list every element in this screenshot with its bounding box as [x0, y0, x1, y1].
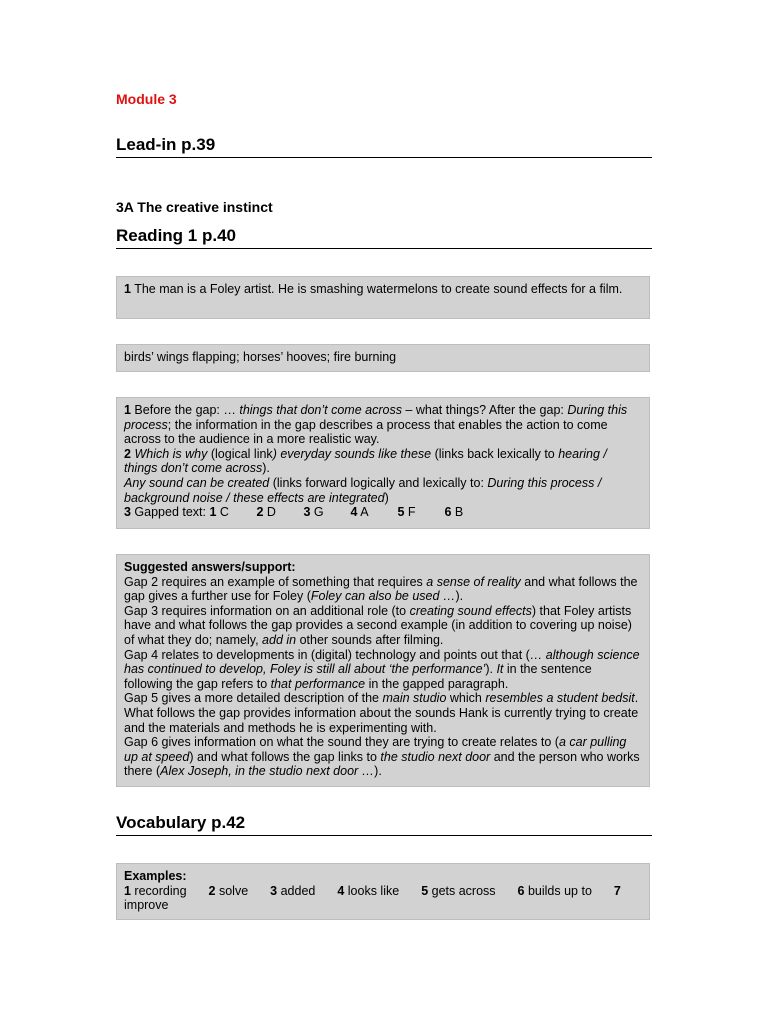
answer-box-4	[116, 554, 650, 787]
box1-text	[124, 282, 642, 297]
box1-body: The man is a Foley artist. He is smashing watermelons to create sound effects for a film.	[130, 282, 623, 296]
answer-box-2	[116, 344, 650, 372]
vocab-answer: 3 added	[270, 883, 316, 898]
gap-answer: 1 C	[209, 505, 229, 520]
vocab-answer: 1 recording	[124, 883, 187, 898]
vocab-answer: 5 gets across	[421, 883, 496, 898]
box4-gap4: Gap 4 relates to developments in (digital) technology and points out that (… although science has continued to develop, Foley is still all about ‘the performance’). It in the sentence following the gap refers to that performance in the gapped paragraph.	[124, 647, 640, 691]
box4-gap6: Gap 6 gives information on what the sound they are trying to create relates to (a car pulling up at speed) and what follows the gap links to the studio next door and the person who works there (Alex Joseph, in the studio next door …).	[124, 735, 640, 779]
box3-line-2: 2 Which is why (logical link) everyday sounds like these (links back lexically to hearing / things don’t come across).	[124, 446, 607, 476]
box3-line-3: Any sound can be created (links forward logically and lexically to: During this process / background noise / these effects are integrated)	[124, 475, 602, 505]
module-label: Module 3	[116, 91, 177, 107]
box5-items	[124, 884, 642, 913]
reading-heading: Reading 1 p.40	[116, 226, 652, 249]
vocabulary-heading: Vocabulary p.42	[116, 813, 652, 836]
gap-answer: 5 F	[397, 505, 416, 520]
box4-gap3: Gap 3 requires information on an additional role (to creating sound effects) that Foley artists have and what follows the gap provides a second example (in addition to covering up noise) of what they do; namely, add in other sounds after filming.	[124, 603, 632, 647]
gap-answer: 4 A	[350, 505, 369, 520]
vocab-answer: 6 builds up to	[517, 883, 592, 898]
item-number: 1	[124, 282, 131, 296]
box4-gap2: Gap 2 requires an example of something that requires a sense of reality and what follows the gap gives a further use for Foley (Foley can also be used …).	[124, 574, 638, 604]
gap-answer: 3 G	[303, 505, 324, 520]
box3-line-1: 1 Before the gap: … things that don’t come across – what things? After the gap: During this process; the information in the gap describes a process that enables the action to come across to the audience in a more realistic way.	[124, 403, 628, 447]
vocab-answer: 7 improve	[124, 883, 621, 913]
box4-title: Suggested answers/support:	[124, 560, 296, 574]
vocab-answer: 2 solve	[208, 883, 249, 898]
vocab-answer: 4 looks like	[337, 883, 400, 898]
gap-answer: 2 D	[256, 505, 276, 520]
box5-title: Examples:	[124, 869, 187, 883]
gap-answer: 6 B	[444, 505, 464, 520]
box2-text: birds’ wings flapping; horses’ hooves; fire burning	[124, 350, 397, 364]
answer-box-5	[116, 863, 650, 920]
answer-box-3	[116, 397, 650, 529]
section-subtitle: 3A The creative instinct	[116, 199, 273, 215]
box3-gapped-text: 3 Gapped text: 1 C 2 D 3 G 4 A 5 F 6 B	[124, 505, 642, 520]
answer-box-1	[116, 276, 650, 319]
box4-gap5: Gap 5 gives a more detailed description of the main studio which resembles a student bedsit. What follows the gap provides information about the sounds Hank is currently trying to create and the materials and methods he is experimenting with.	[124, 691, 639, 735]
lead-in-heading: Lead-in p.39	[116, 135, 652, 158]
